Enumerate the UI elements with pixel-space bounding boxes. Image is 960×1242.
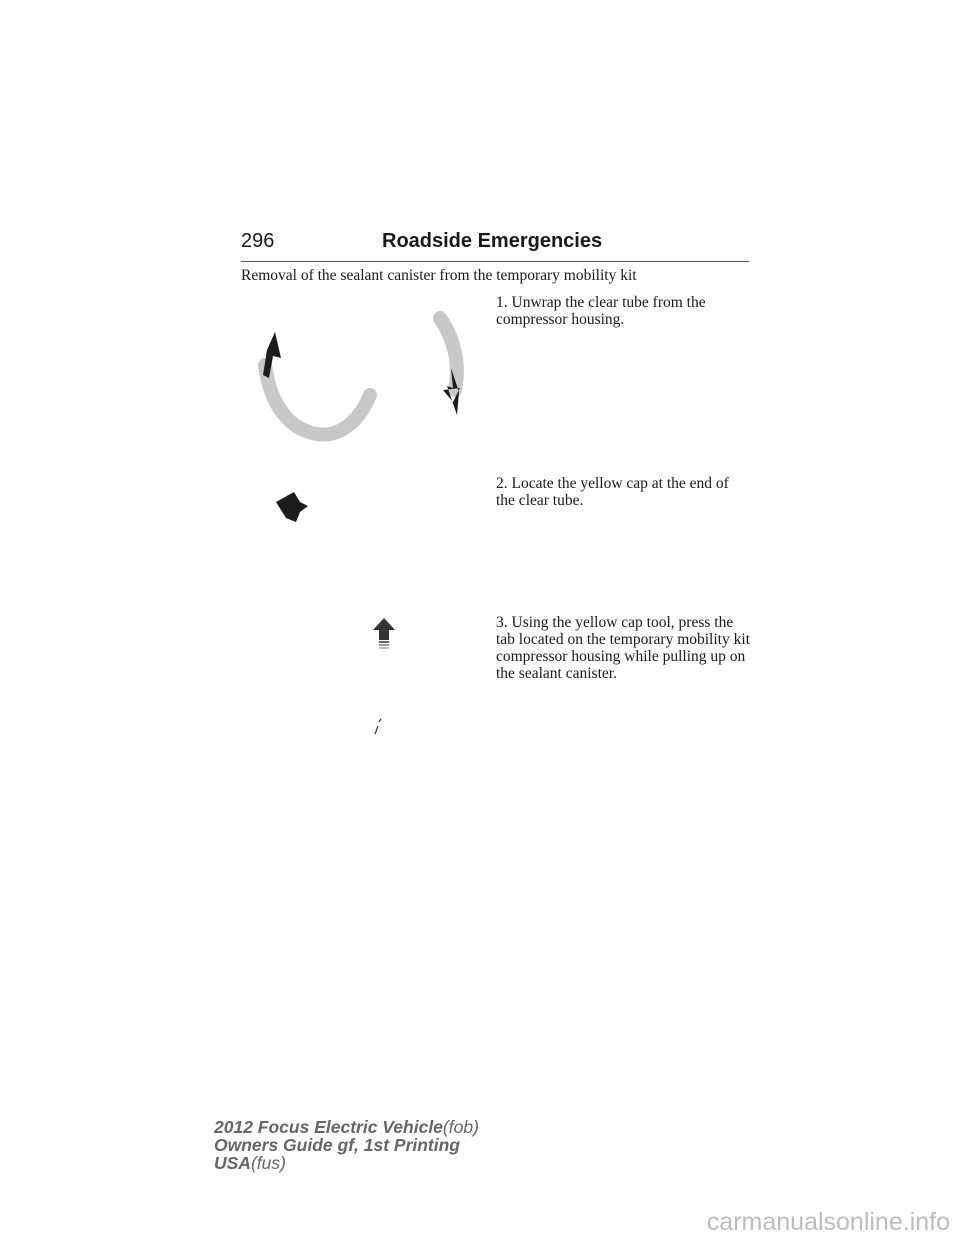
printing-info: Owners Guide gf, 1st Printing [214,1135,460,1155]
pull-up-arrow-icon [373,618,395,640]
footer-line-1 [214,1118,479,1136]
pull-canister-illustration [370,616,400,736]
document-footer [214,1118,479,1172]
vehicle-code: (fob) [442,1117,479,1137]
market-code: (fus) [250,1153,286,1173]
locate-cap-illustration [272,488,317,528]
page-number: 296 [241,230,275,252]
tube-curve-left [265,365,370,435]
market-label: USA [214,1153,251,1173]
vehicle-title: 2012 Focus Electric Vehicle [214,1117,443,1137]
unwrap-tube-illustration [255,310,480,445]
step-2-text: 2. Locate the yellow cap at the end of the clear tube. [496,475,729,509]
section-title: Roadside Emergencies [382,230,603,252]
pointer-arrow-icon [276,492,308,522]
step-1-text: 1. Unwrap the clear tube from the compressor housing. [496,294,706,328]
tab-marker [375,719,381,734]
footer-line-3 [214,1154,479,1172]
step-3-text: 3. Using the yellow cap tool, press the tab located on the temporary mobility kit compressor housing while pulling up on the sealant canister. [496,614,750,682]
watermark: carmanualsonline.info [706,1208,950,1236]
page-header [241,228,749,262]
intro-text: Removal of the sealant canister from the temporary mobility kit [241,267,637,284]
footer-line-2 [214,1136,479,1154]
